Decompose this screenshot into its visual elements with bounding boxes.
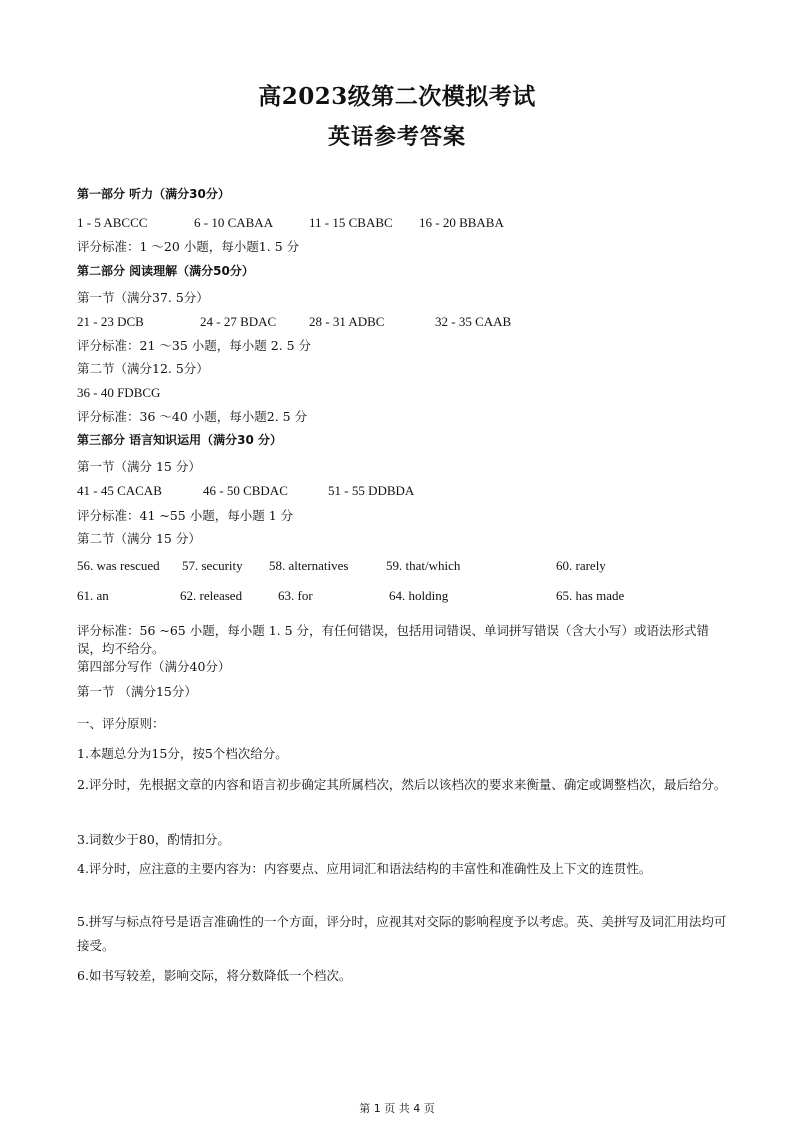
- rule-item: 2.评分时，先根据文章的内容和语言初步确定其所属档次，然后以该档次的要求来衡量、确定或调整档次，最后给分。: [77, 777, 727, 792]
- part3-heading: 第三部分 语言知识运用（满分30 分）: [77, 433, 283, 447]
- answer-item: 64. holding: [389, 588, 449, 603]
- part2-section1-answers: [0, 314, 794, 332]
- answer-group: 24 - 27 BDAC: [200, 314, 277, 329]
- part2-heading: 第二部分 阅读理解（满分50分）: [77, 264, 254, 278]
- answer-group: 46 - 50 CBDAC: [203, 483, 288, 498]
- part1-heading: 第一部分 听力（满分30分）: [77, 187, 230, 201]
- answer-item: 57. security: [182, 558, 243, 573]
- part2-section2-criteria: 评分标准：36 ～40 小题，每小题2. 5 分: [77, 409, 308, 424]
- answer-item: 65. has made: [556, 588, 625, 603]
- answer-group: 16 - 20 BBABA: [419, 215, 504, 230]
- part3-section1-criteria: 评分标准：41 ~55 小题，每小题 1 分: [77, 508, 294, 523]
- principles-title: 一、评分原则：: [77, 716, 165, 731]
- answer-item: 63. for: [278, 588, 313, 603]
- part4-heading: 第四部分写作（满分40分）: [77, 659, 231, 674]
- answer-item: 61. an: [77, 588, 109, 603]
- answer-group: 28 - 31 ADBC: [309, 314, 385, 329]
- part2-section1-criteria: 评分标准：21 ～35 小题，每小题 2. 5 分: [77, 338, 312, 353]
- part3-section1-answers: [0, 483, 794, 501]
- answer-item: 59. that/which: [386, 558, 461, 573]
- answer-item: 56. was rescued: [77, 558, 160, 573]
- part4-section1-title: 第一节 （满分15分）: [77, 684, 197, 699]
- answer-group: 11 - 15 CBABC: [309, 215, 393, 230]
- part1-criteria: 评分标准：1 ～20 小题，每小题1. 5 分: [77, 239, 300, 254]
- answer-group: 36 - 40 FDBCG: [77, 385, 161, 400]
- answer-group: 51 - 55 DDBDA: [328, 483, 415, 498]
- answer-group: 6 - 10 CABAA: [194, 215, 274, 230]
- rule-item: 3.词数少于80，酌情扣分。: [77, 832, 230, 847]
- part3-section2-row2: [0, 588, 794, 606]
- exam-title: 高2023级第二次模拟考试: [258, 83, 536, 110]
- answer-item: 62. released: [180, 588, 243, 603]
- part2-section1-title: 第一节（满分37. 5分）: [77, 290, 209, 305]
- document-subtitle: 英语参考答案: [327, 124, 466, 150]
- answer-item: 58. alternatives: [269, 558, 349, 573]
- answer-group: 21 - 23 DCB: [77, 314, 144, 329]
- part3-section2-row1: [0, 558, 794, 576]
- part3-section1-title: 第一节（满分 15 分）: [77, 459, 201, 474]
- answer-group: 41 - 45 CACAB: [77, 483, 162, 498]
- page-number: 第 1 页 共 4 页: [359, 1102, 435, 1115]
- rule-item: 5.拼写与标点符号是语言准确性的一个方面，评分时，应视其对交际的影响程度予以考虑。英、美拼写及词汇用法均可接受。: [77, 914, 727, 953]
- part2-section2-title: 第二节（满分12. 5分）: [77, 361, 209, 376]
- rule-item: 1.本题总分为15分，按5个档次给分。: [77, 746, 288, 761]
- part3-section2-criteria: 评分标准：56 ~65 小题，每小题 1. 5 分，有任何错误，包括用词错误、单词拼写错误（含大小写）或语法形式错误，均不给分。: [77, 623, 710, 656]
- part1-answers: [0, 215, 794, 233]
- part2-section2-answers: [0, 385, 794, 403]
- answer-group: 1 - 5 ABCCC: [77, 215, 148, 230]
- rule-item: 4.评分时，应注意的主要内容为：内容要点、应用词汇和语法结构的丰富性和准确性及上下文的连贯性。: [77, 861, 652, 876]
- answer-item: 60. rarely: [556, 558, 606, 573]
- part3-section2-title: 第二节（满分 15 分）: [77, 531, 201, 546]
- answer-group: 32 - 35 CAAB: [435, 314, 512, 329]
- rule-item: 6.如书写较差，影响交际，将分数降低一个档次。: [77, 968, 352, 983]
